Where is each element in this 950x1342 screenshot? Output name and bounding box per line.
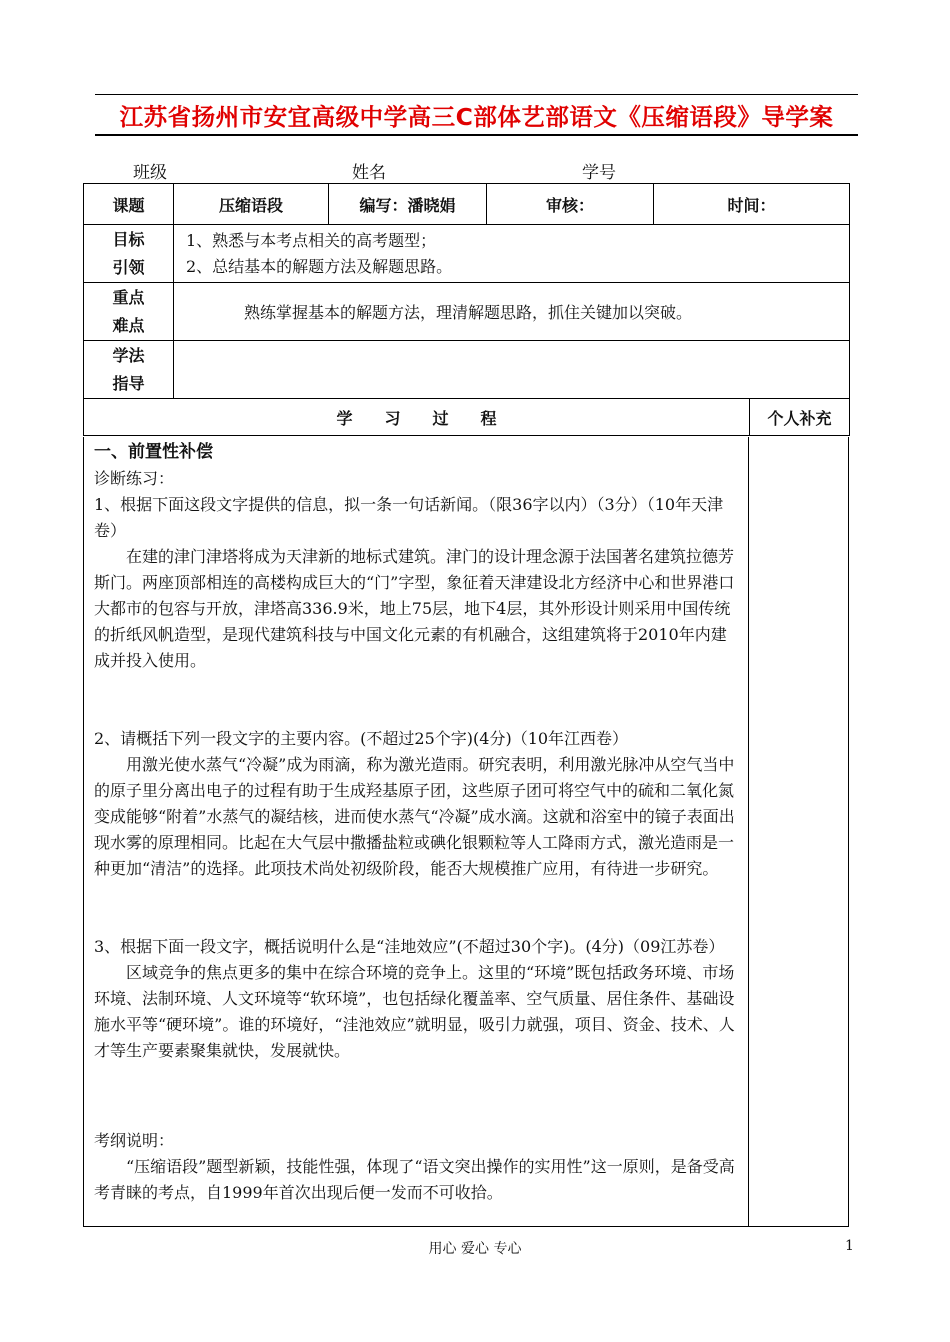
topic-label: 课题 — [84, 184, 174, 225]
process-header-row — [84, 399, 850, 436]
process-content — [94, 438, 740, 1206]
outline-text: “压缩语段”题型新颖，技能性强，体现了“语文突出操作的实用性”这一原则，是备受高考青睐的考点，自1999年首次出现后便一发而不可收拾。 — [94, 1157, 735, 1202]
key-label — [84, 283, 174, 341]
personal-supplement-header: 个人补充 — [750, 399, 850, 436]
header-rule-top — [95, 94, 858, 95]
page-number: 1 — [845, 1238, 854, 1254]
question-3-passage: 区域竞争的焦点更多的集中在综合环境的竞争上。这里的“环境”既包括政务环境、市场环境、法制环境、人文环境等“软环境”，也包括绿化覆盖率、空气质量、居住条件、基础设施水平等“硬环境”。谁的环境好，“洼池效应”就明显，吸引力就强，项目、资金、技术、人才等生产要素聚集就快，发展就快。 — [94, 963, 735, 1060]
time-cell: 时间： — [654, 184, 850, 225]
footer-motto: 用心 爱心 专心 — [428, 1241, 522, 1257]
goal-label-line2: 引领 — [112, 257, 145, 277]
topic-value: 压缩语段 — [174, 184, 329, 225]
personal-supplement-box — [748, 437, 849, 1227]
question-2-passage: 用激光使水蒸气“冷凝”成为雨滴，称为激光造雨。研究表明，利用激光脉冲从空气当中的原子里分离出电子的过程有助于生成羟基原子团，这些原子团可将空气中的硫和二氧化氮变成能够“附着”水蒸气的凝结核，进而使水蒸气“冷凝”成水滴。这就和浴室中的镜子表面出现水雾的原理相同。比起在大气层中撒播盐粒或碘化银颗粒等人工降雨方式，激光造雨是一种更加“清洁”的选择。此项技术尚处初级阶段，能否大规模推广应用，有待进一步研究。 — [94, 755, 735, 878]
goal-item-1: 1、熟悉与本考点相关的高考题型； — [186, 230, 437, 250]
question-2: 2、请概括下列一段文字的主要内容。(不超过25个字)(4分)（10年江西卷） — [94, 729, 629, 748]
process-header: 学 习 过 程 — [84, 399, 750, 436]
method-label-line2: 指导 — [112, 373, 145, 393]
section-heading-1: 一、前置性补偿 — [94, 442, 213, 462]
class-label: 班级 — [133, 163, 167, 183]
key-row — [84, 283, 850, 341]
method-content — [174, 341, 850, 399]
key-label-line2: 难点 — [112, 315, 145, 335]
topic-row — [84, 184, 850, 225]
key-label-line1: 重点 — [112, 287, 145, 307]
goal-row — [84, 225, 850, 283]
method-row — [84, 341, 850, 399]
document-title: 江苏省扬州市安宜高级中学高三C部体艺部语文《压缩语段》导学案 — [119, 103, 834, 131]
method-label-line1: 学法 — [112, 345, 145, 365]
goal-content — [174, 225, 850, 283]
title-underline — [95, 134, 858, 136]
answer-space-2 — [94, 882, 740, 934]
goal-label — [84, 225, 174, 283]
student-id-label: 学号 — [582, 163, 616, 183]
question-1: 1、根据下面这段文字提供的信息，拟一条一句话新闻。（限36字以内）（3分）（10年天津卷） — [94, 495, 724, 540]
lesson-info-table — [83, 183, 850, 436]
outline-label: 考纲说明： — [94, 1131, 175, 1150]
reviewer-cell: 审核： — [487, 184, 654, 225]
question-1-passage: 在建的津门津塔将成为天津新的地标式建筑。津门的设计理念源于法国著名建筑拉德芳斯门。两座顶部相连的高楼构成巨大的“门”字型，象征着天津建设北方经济中心和世界港口大都市的包容与开放，津塔高336.9米，地上75层，地下4层，其外形设计则采用中国传统的折纸风帆造型，是现代建筑科技与中国文化元素的有机融合，这组建筑将于2010年内建成并投入使用。 — [94, 547, 735, 670]
key-content: 熟练掌握基本的解题方法，理清解题思路，抓住关键加以突破。 — [174, 283, 850, 341]
answer-space-1 — [94, 674, 740, 726]
goal-label-line1: 目标 — [112, 229, 145, 249]
diagnosis-label: 诊断练习： — [94, 469, 175, 488]
goal-item-2: 2、总结基本的解题方法及解题思路。 — [186, 256, 453, 276]
name-label: 姓名 — [352, 163, 386, 183]
editor-cell: 编写：潘晓娟 — [329, 184, 487, 225]
method-label — [84, 341, 174, 399]
question-3: 3、根据下面一段文字，概括说明什么是“洼地效应”(不超过30个字)。(4分)（09江苏卷） — [94, 937, 725, 956]
answer-space-3 — [94, 1064, 740, 1128]
